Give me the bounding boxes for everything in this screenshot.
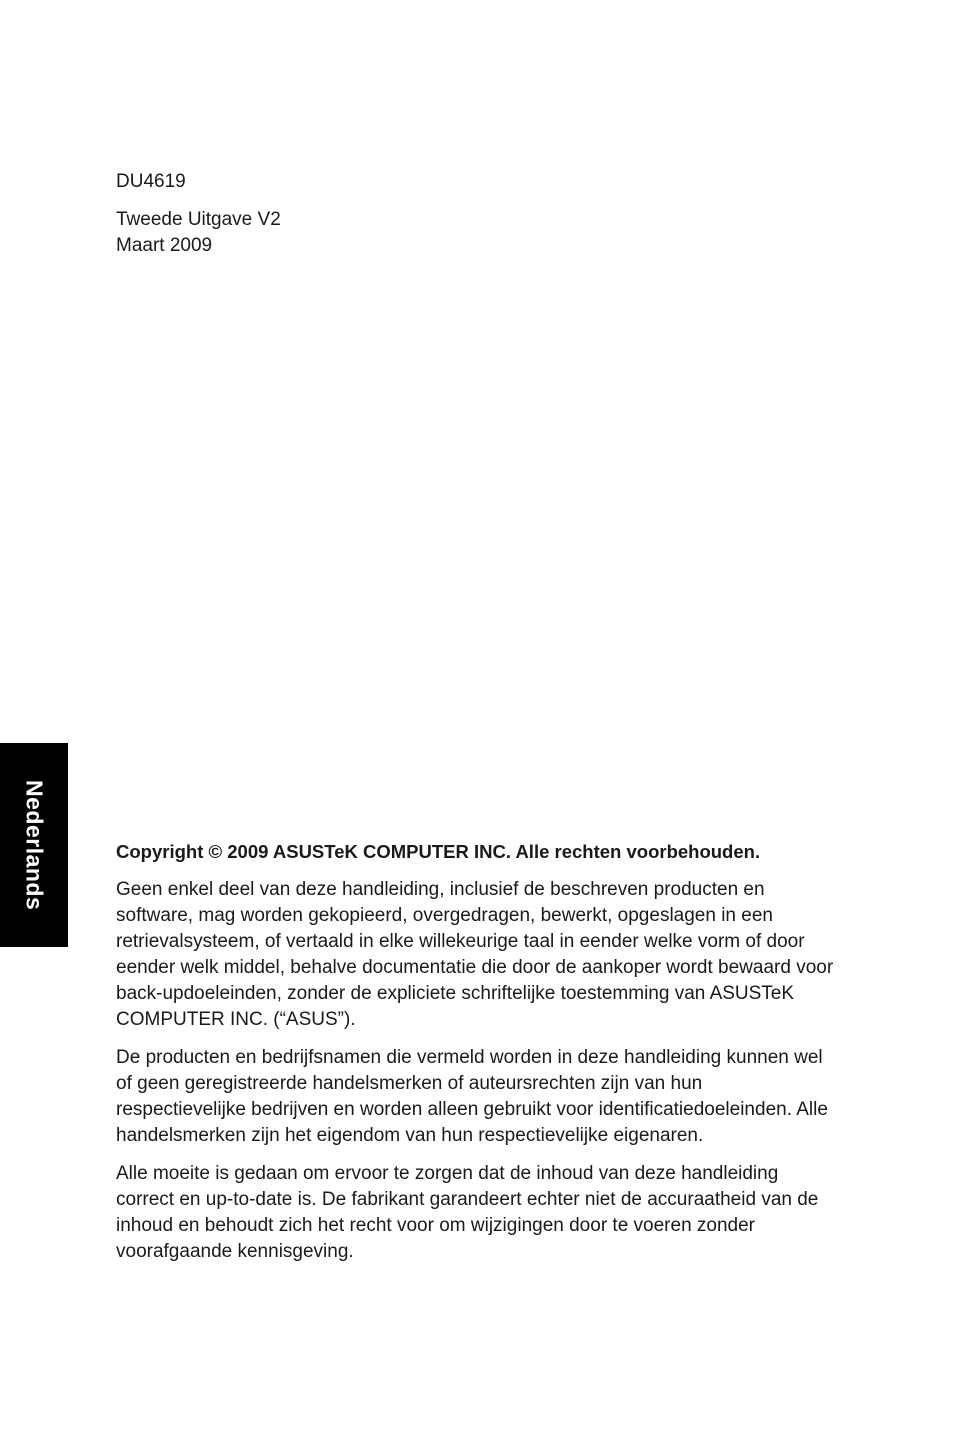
legal-paragraph-reproduction: Geen enkel deel van deze handleiding, inclusief de beschreven producten en software, mag worden gekopieerd, overgedragen, bewerkt, opgeslagen in een retrievalsysteem, of vertaald in elke willekeurige taal in eender welke vorm of door eender welk middel, behalve documentatie die door de aankoper wordt bewaard voor back-updoeleinden, zonder de expliciete schriftelijke toestemming van ASUSTeK COMPUTER INC. (“ASUS”). <box>116 879 834 1030</box>
legal-paragraph-trademarks: De producten en bedrijfsnamen die vermeld worden in deze handleiding kunnen wel of geen geregistreerde handelsmerken of auteursrechten zijn van hun respectievelijke bedrijven en worden alleen gebruikt voor identificatiedoeleinden. Alle handelsmerken zijn het eigendom van hun respectievelijke eigenaren. <box>116 1047 828 1146</box>
language-side-tab <box>0 743 68 947</box>
edition-version: Tweede Uitgave V2 <box>116 209 281 230</box>
edition-date: Maart 2009 <box>116 235 213 256</box>
legal-paragraph-disclaimer: Alle moeite is gedaan om ervoor te zorgen dat de inhoud van deze handleiding correct en up-to-date is. De fabrikant garandeert echter niet de accuraatheid van de inhoud en behoudt zich het recht voor om wijzigingen door te voeren zonder voorafgaande kennisgeving. <box>116 1163 819 1262</box>
language-tab-label: Nederlands <box>21 779 48 911</box>
document-code: DU4619 <box>116 171 186 192</box>
legal-notice <box>116 839 836 1277</box>
edition-info <box>116 207 281 259</box>
copyright-statement: Copyright © 2009 ASUSTeK COMPUTER INC. Alle rechten voorbehouden. <box>116 841 761 862</box>
